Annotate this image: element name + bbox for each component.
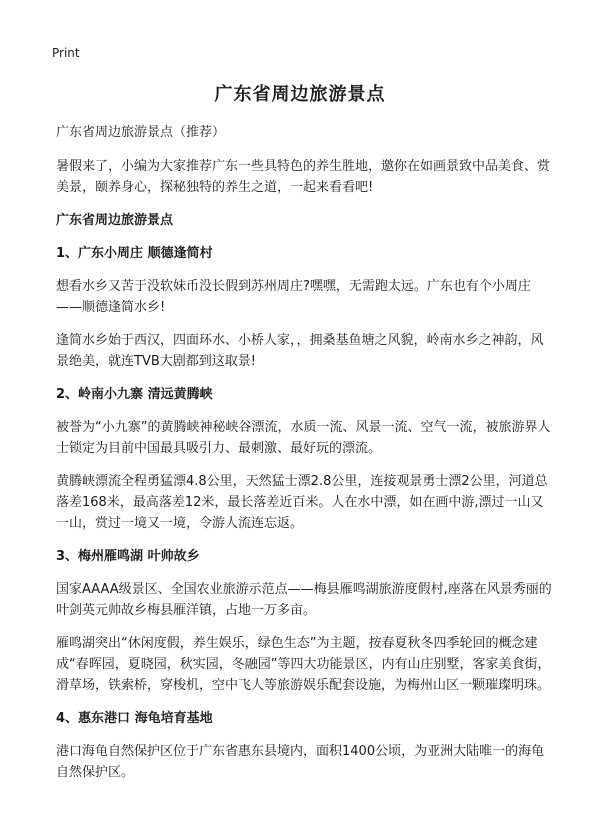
spot-heading-3: 3、梅州雁鸣湖 叶帅故乡 (56, 549, 200, 564)
article-body (56, 122, 556, 795)
spot-1-paragraph-1: 想看水乡又苦于没软妹币没长假到苏州周庄?嘿嘿，无需跑太远。广东也有个小周庄——顺德逢简水乡! (56, 279, 531, 315)
article-subtitle: 广东省周边旅游景点（推荐） (56, 125, 226, 140)
spot-2-paragraph-2: 黄腾峡漂流全程勇猛漂4.8公里，天然猛士漂2.8公里，连接观景勇士漂2公里，河道总落差168米，最高落差12米，最长落差近百米。人在水中漂，如在画中游,漂过一山又一山，赏过一境又一境，令游人流连忘返。 (56, 474, 548, 531)
spot-heading-1: 1、广东小周庄 顺德逢简村 (56, 246, 213, 261)
spot-4-paragraph-1: 港口海龟自然保护区位于广东省惠东县境内，面积1400公顷，为亚洲大陆唯一的海龟自然保护区。 (56, 744, 545, 780)
spot-1-paragraph-2: 逢简水乡始于西汉，四面环水、小桥人家，，拥桑基鱼塘之风貌，岭南水乡之神韵，风景绝美，就连TVB大剧都到这取景! (56, 333, 544, 369)
print-link[interactable]: Print (52, 46, 80, 60)
spot-heading-4: 4、惠东港口 海龟培育基地 (56, 711, 213, 726)
intro-paragraph: 暑假来了，小编为大家推荐广东一些具特色的养生胜地，邀你在如画景致中品美食、赏美景，颐养身心，探秘独特的养生之道，一起来看看吧! (56, 159, 551, 195)
spot-3-paragraph-2: 雁鸣湖突出“休闲度假，养生娱乐，绿色生态”为主题，按春夏秋冬四季轮回的概念建成“春晖园，夏晓园，秋实园，冬融园”等四大功能景区，内有山庄别墅，客家美食街，滑草场，铁索桥，穿梭机，空中飞人等旅游娱乐配套设施，为梅州山区一颗璀璨明珠。 (56, 636, 551, 693)
spot-3-paragraph-1: 国家AAAA级景区、全国农业旅游示范点——梅县雁鸣湖旅游度假村,座落在风景秀丽的叶剑英元帅故乡梅县雁洋镇，占地一万多亩。 (56, 582, 552, 618)
section-heading: 广东省周边旅游景点 (56, 213, 174, 228)
spot-heading-2: 2、岭南小九寨 清远黄腾峡 (56, 387, 213, 402)
spot-2-paragraph-1: 被誉为“小九寨”的黄腾峡神秘峡谷漂流，水质一流、风景一流、空气一流，被旅游界人士锁定为目前中国最具吸引力、最刺激、最好玩的漂流。 (56, 420, 551, 456)
page-title: 广东省周边旅游景点 (214, 84, 386, 105)
